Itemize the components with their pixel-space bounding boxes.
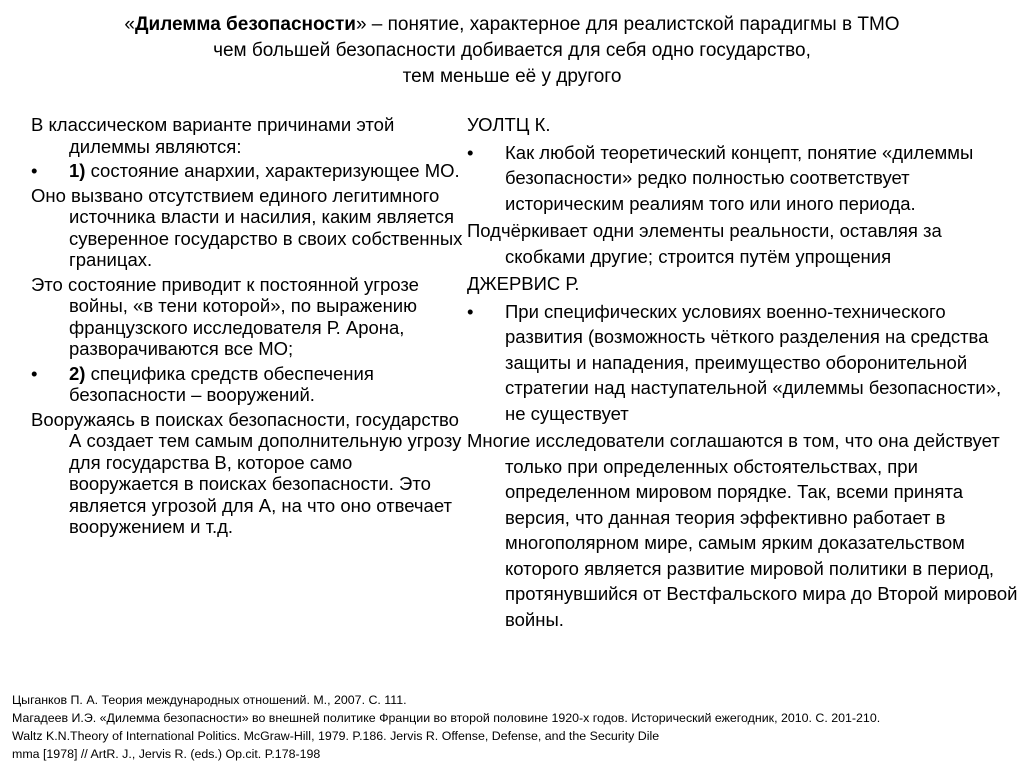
bullet-icon: • <box>31 160 38 181</box>
right-paragraph-simplification: Подчёркивает одни элементы реальности, оставляя за скобками другие; строится путём упрощения <box>467 220 942 267</box>
left-paragraph-war-threat: Это состояние приводит к постоянной угрозе войны, «в тени которой», по выражению французского исследователя Р. Арона, разворачиваются все МО; <box>31 273 419 359</box>
title-line-3: тем меньше её у другого <box>402 66 622 87</box>
bullet-text: Как любой теоретический концепт, понятие «дилеммы безопасности» редко полностью соответствует историческим реалиям того или иного периода. <box>505 141 974 214</box>
author-heading-waltz: УОЛТЦ К. <box>467 114 551 135</box>
left-paragraph-source: Оно вызвано отсутствием единого легитимного источника власти и насилия, каким является суверенное государство в своих собственных границах. <box>31 184 463 270</box>
bullet-text: специфика средств обеспечения безопасности – вооружений. <box>69 362 374 405</box>
left-column <box>31 114 463 541</box>
right-bullet-waltz <box>467 140 1019 217</box>
footnote: Цыганков П. А. Теория международных отношений. М., 2007. С. 111. <box>12 693 407 707</box>
left-paragraph-arming: Вооружаясь в поисках безопасности, государство А создает тем самым дополнительную угрозу для государства В, которое само вооружается в поисках безопасности. Это является угрозой для А, на что оно отвечает вооружением и т.д. <box>31 408 462 537</box>
right-column <box>467 112 1019 634</box>
bullet-number: 2) <box>69 362 86 384</box>
bullet-icon: • <box>31 362 38 384</box>
right-paragraph-multipolar: Многие исследователи соглашаются в том, что она действует только при определенных обстоятельствах, при определенном мировом порядке. Так, всеми принята версия, что данная теория эффективно работает в многополярном мире, самым ярким доказательством которого является развитие мировой политики в период, протянувшийся от Вестфальского мира до Второй мировой войны. <box>467 430 1018 630</box>
bullet-icon: • <box>467 141 474 163</box>
footnote: Waltz K.N.Theory of International Politics. McGraw-Hill, 1979. P.186. Jervis R. Offense, Defense, and the Security Dile <box>12 729 660 743</box>
title-term: Дилемма безопасности <box>135 14 356 35</box>
title-line-1-rest: – понятие, характерное для реалистской парадигмы в ТМО <box>366 14 900 35</box>
footnote: Магадеев И.Э. «Дилемма безопасности» во внешней политике Франции во второй половине 1920-х годов. Исторический ежегодник, 2010. С. 201-210. <box>12 711 881 725</box>
title-line-2: чем большей безопасности добивается для себя одно государство, <box>213 40 811 61</box>
footnote: mma [1978] // ArtR. J., Jervis R. (eds.) Op.cit. P.178-198 <box>12 747 321 761</box>
bullet-icon: • <box>467 300 474 322</box>
title-line-1 <box>0 12 1024 38</box>
author-heading-jervis: ДЖЕРВИС Р. <box>467 273 580 294</box>
bullet-number: 1) <box>69 160 86 181</box>
slide-title <box>0 12 1024 90</box>
left-bullet-weapons <box>31 363 463 406</box>
left-paragraph-causes: В классическом варианте причинами этой дилеммы являются: <box>31 114 395 157</box>
bullet-text: состояние анархии, характеризующее МО. <box>85 160 460 181</box>
footnotes <box>12 691 1017 763</box>
left-bullet-anarchy <box>31 160 463 182</box>
quote-close: » <box>355 14 367 35</box>
quote-open: « <box>124 14 135 35</box>
right-bullet-jervis <box>467 299 1019 427</box>
bullet-text: При специфических условиях военно-технического развития (возможность чёткого разделения на средства защиты и нападения, преимущество оборонительной стратегии над наступательной «дилеммы безопасности», не существует <box>505 300 1002 424</box>
